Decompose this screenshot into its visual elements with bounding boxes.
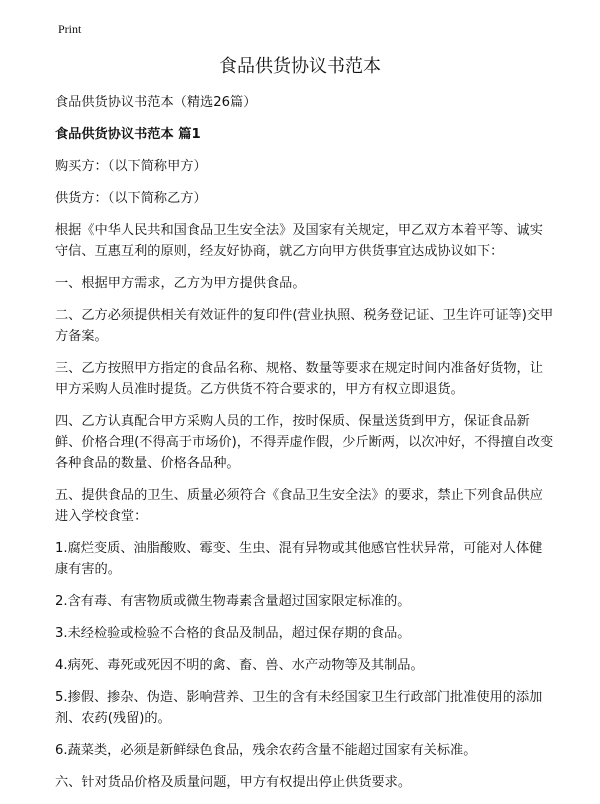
clause-5: 五、提供食品的卫生、质量必须符合《食品卫生安全法》的要求，禁止下列食品供应进入学校食堂： [55, 488, 543, 524]
list-item-1: 1.腐烂变质、油脂酸败、霉变、生虫、混有异物或其他感官性状异常，可能对人体健康有害的。 [55, 541, 543, 577]
paragraph-preamble: 根据《中华人民共和国食品卫生安全法》及国家有关规定，甲乙双方本着平等、诚实守信、互惠互利的原则，经友好协商，就乙方向甲方供货事宜达成协议如下： [55, 223, 543, 259]
document-body [55, 92, 555, 804]
section-heading: 食品供货协议书范本 篇1 [55, 127, 201, 142]
list-item-3: 3.未经检验或检验不合格的食品及制品，超过保存期的食品。 [55, 626, 411, 641]
clause-1: 一、根据甲方需求，乙方为甲方提供食品。 [55, 276, 306, 291]
list-item-2: 2.含有毒、有害物质或微生物毒素含量超过国家限定标准的。 [55, 594, 411, 609]
list-item-6: 6.蔬菜类，必须是新鲜绿色食品，残余农药含量不能超过国家有关标准。 [55, 743, 477, 758]
print-link[interactable]: Print [58, 22, 82, 36]
list-item-4: 4.病死、毒死或死因不明的禽、畜、兽、水产动物等及其制品。 [55, 658, 424, 673]
list-item-5: 5.掺假、掺杂、伪造、影响营养、卫生的含有未经国家卫生行政部门批准使用的添加剂、农药(残留)的。 [55, 690, 543, 726]
paragraph-buyer: 购买方：（以下简称甲方） [55, 159, 207, 174]
paragraph-supplier: 供货方：（以下简称乙方） [55, 191, 207, 206]
page-title: 食品供货协议书范本 [219, 56, 381, 77]
clause-6: 六、针对货品价格及质量问题，甲方有权提出停止供货要求。 [55, 775, 412, 790]
clause-2: 二、乙方必须提供相关有效证件的复印件(营业执照、税务登记证、卫生许可证等)交甲方备案。 [55, 308, 554, 344]
subtitle: 食品供货协议书范本（精选26篇） [55, 95, 257, 110]
clause-3: 三、乙方按照甲方指定的食品名称、规格、数量等要求在规定时间内准备好货物，让甲方采购人员准时提货。乙方供货不符合要求的，甲方有权立即退货。 [55, 361, 543, 397]
clause-4: 四、乙方认真配合甲方采购人员的工作，按时保质、保量送货到甲方，保证食品新鲜、价格合理(不得高于市场价)，不得弄虚作假，少斤断两，以次冲好，不得擅自改变各种食品的数量、价格各品种。 [55, 414, 554, 471]
